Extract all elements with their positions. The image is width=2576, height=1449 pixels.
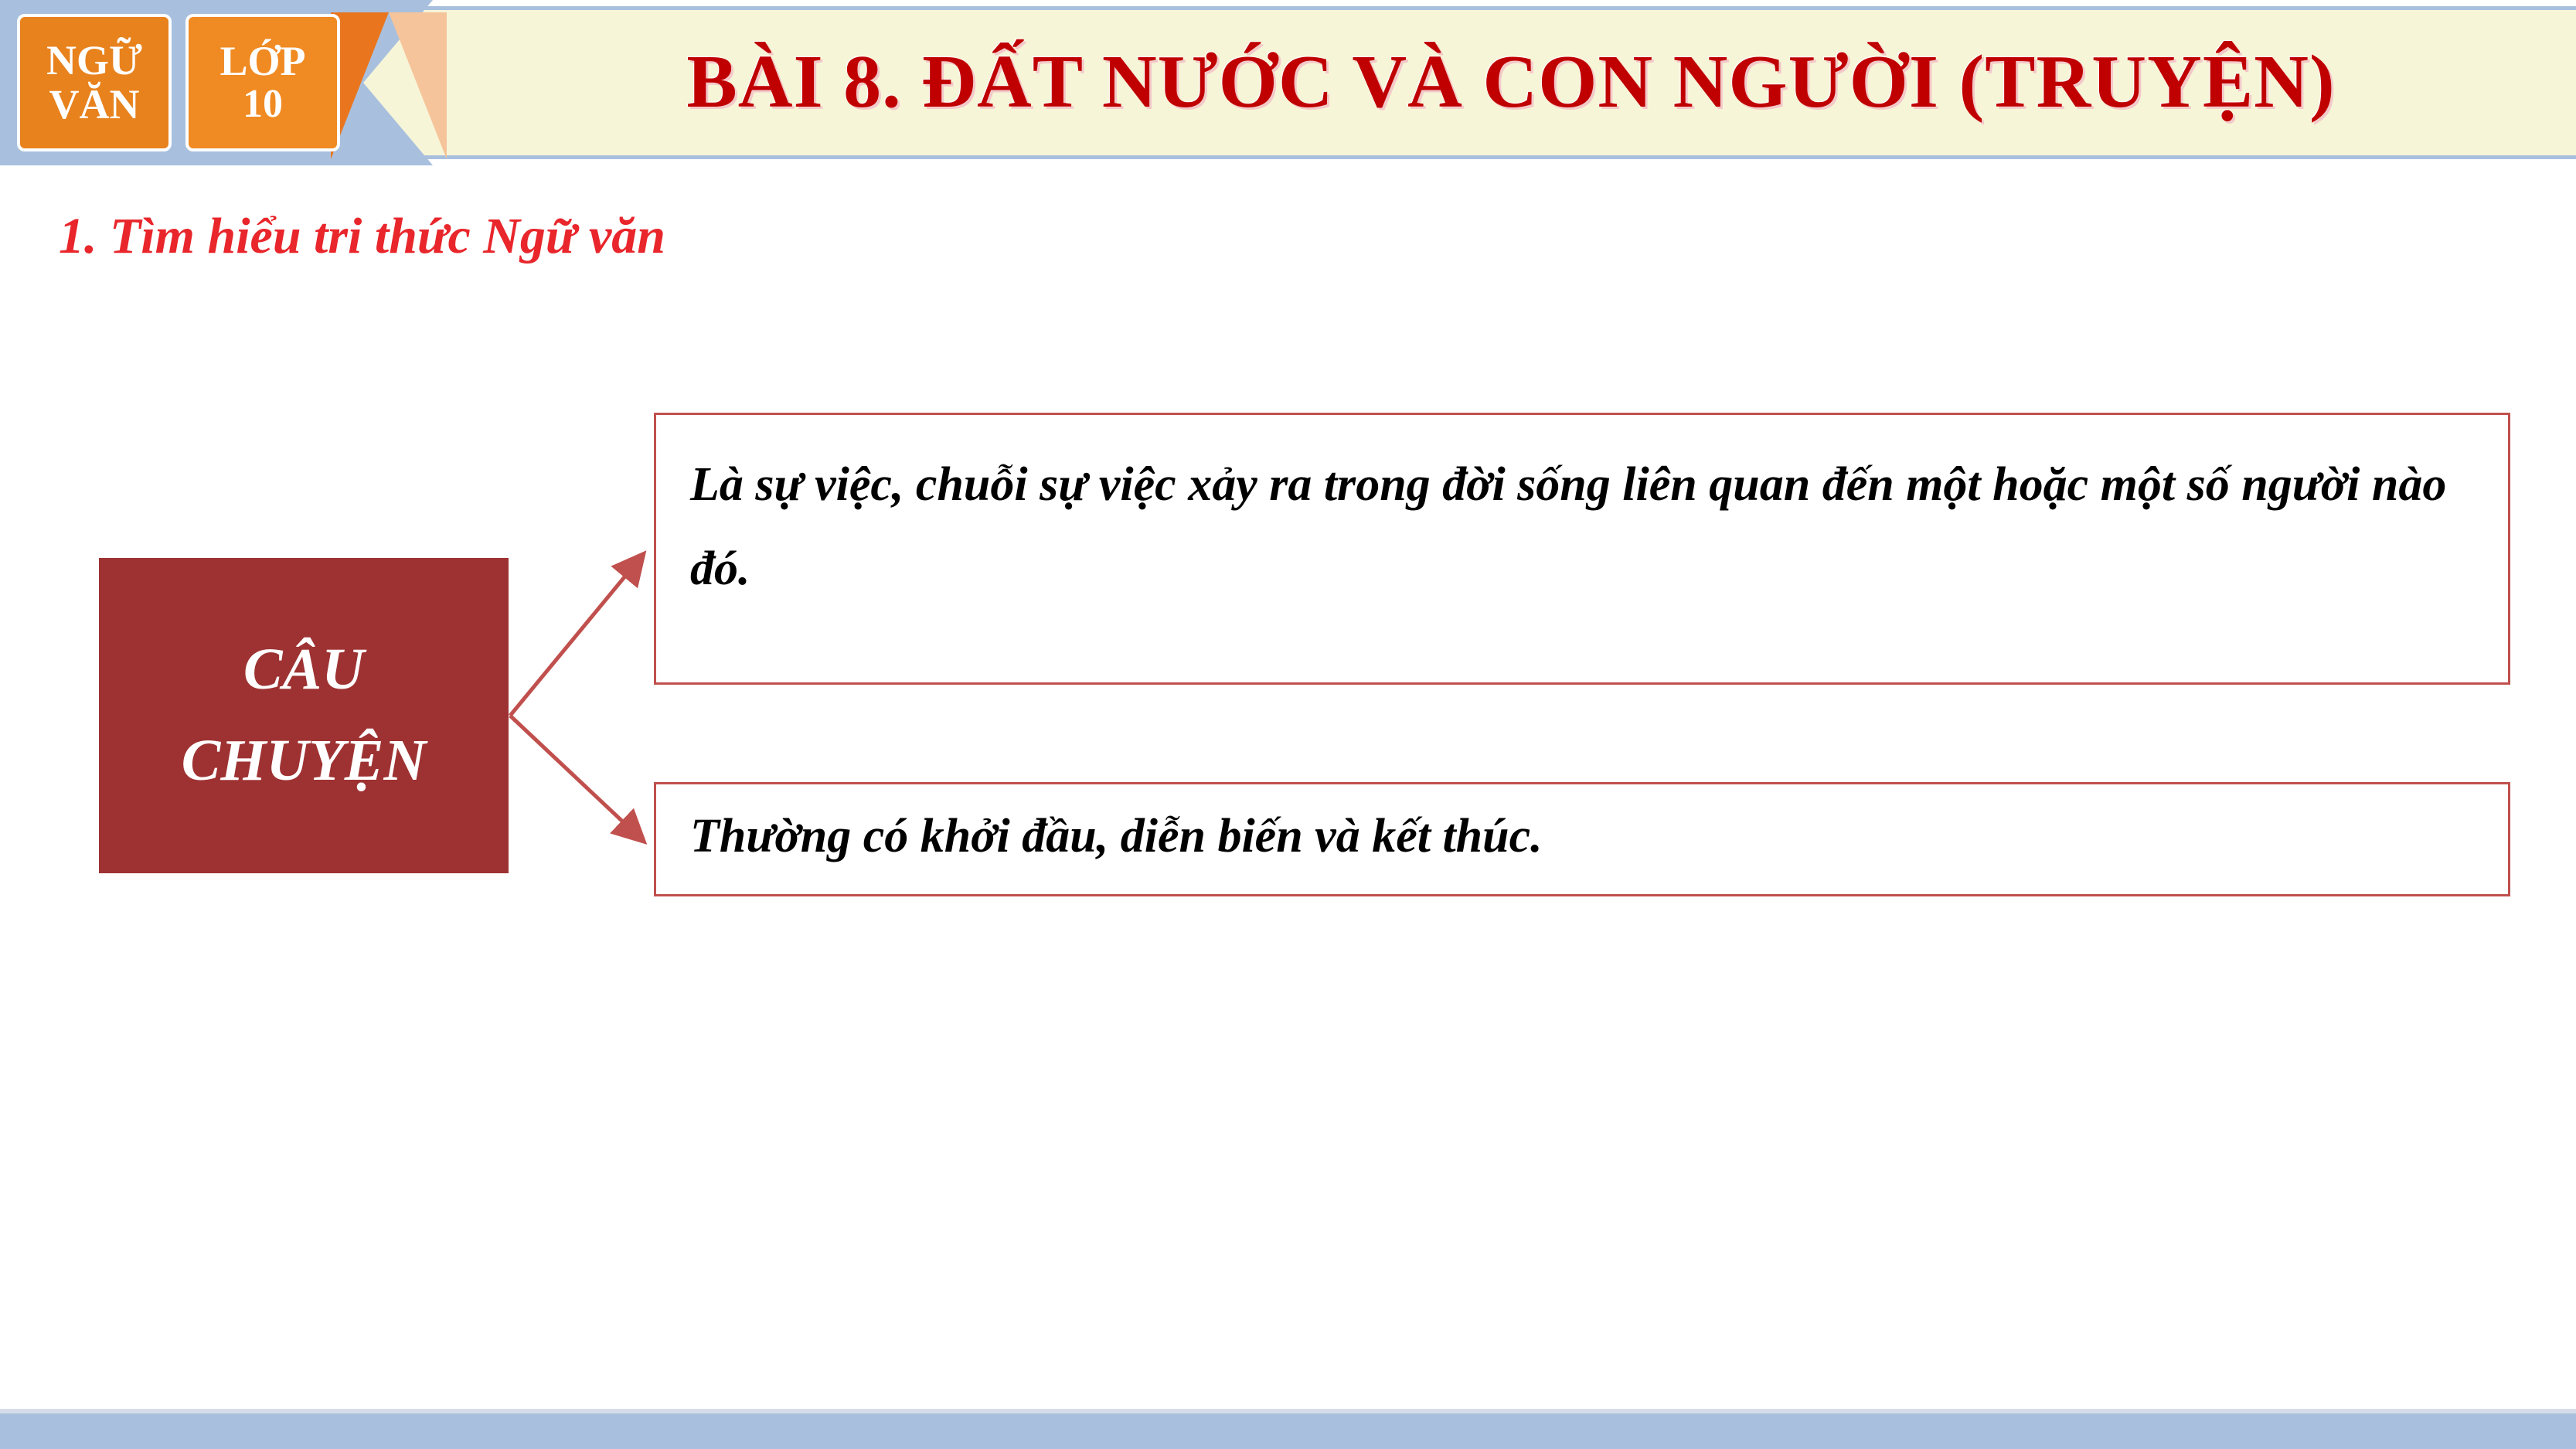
diagram-root-label-line2: CHUYỆN [181,728,427,793]
grade-badge [185,14,340,151]
page-title: BÀI 8. ĐẤT NƯỚC VÀ CON NGƯỜI (TRUYỆN) [686,40,2336,124]
open-book-icon [331,12,447,159]
grade-badge-label: LỚP [219,38,306,85]
diagram-branch-box-1: Là sự việc, chuỗi sự việc xảy ra trong đời sống liên quan đến một hoặc một số người nào đó. [654,413,2510,685]
book-right-page [389,12,447,159]
subject-badge [17,14,172,151]
slide-banner [0,0,2576,165]
diagram-root-label-line1: CÂU [243,637,365,702]
grade-badge-number: 10 [243,82,283,127]
section-heading: 1. Tìm hiểu tri thức Ngữ văn [59,208,665,264]
subject-badge-line1: NGỮ [46,37,142,84]
footer-strip [0,1409,2576,1449]
subject-badge-line2: VĂN [49,81,140,128]
diagram-branch-box-2: Thường có khởi đầu, diễn biến và kết thúc. [654,782,2510,896]
diagram-root-node [99,558,509,873]
